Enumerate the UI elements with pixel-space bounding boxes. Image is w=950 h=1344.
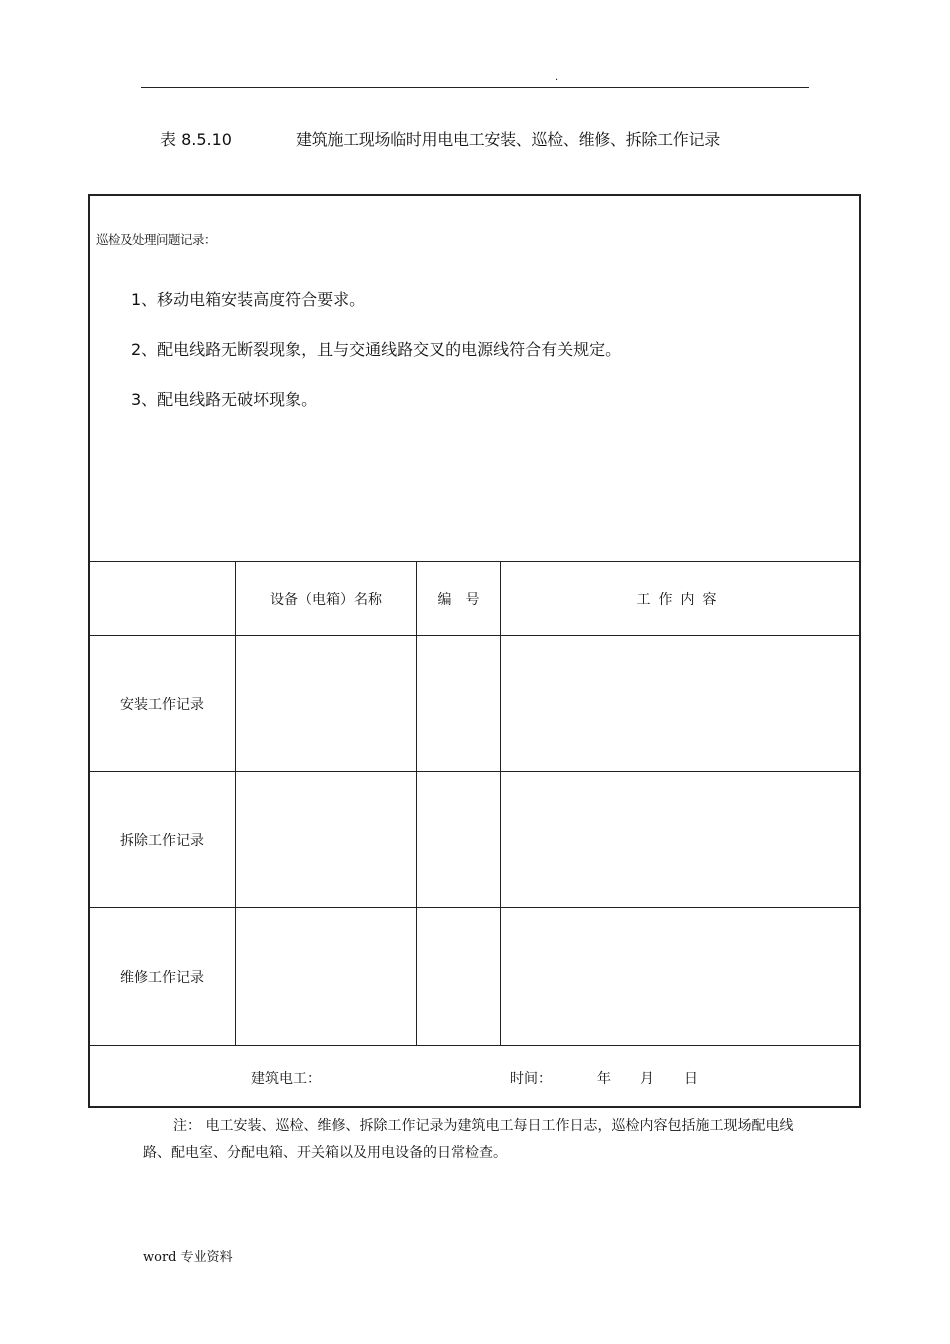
inspection-item-2: 2、配电线路无断裂现象，且与交通线路交叉的电源线符合有关规定。 <box>131 340 622 359</box>
inspection-item-1: 1、移动电箱安装高度符合要求。 <box>131 290 366 309</box>
header-dot: . <box>555 72 559 83</box>
row-label-repair: 维修工作记录 <box>120 969 204 986</box>
inspection-label: 巡检及处理问题记录： <box>96 232 217 247</box>
row-label-install: 安装工作记录 <box>120 696 204 713</box>
column-header-number: 编 号 <box>437 591 480 608</box>
page-title: 建筑施工现场临时用电电工安装、巡检、维修、拆除工作记录 <box>296 130 720 149</box>
row-label-removal: 拆除工作记录 <box>120 832 204 849</box>
note-line-1: 注： 电工安装、巡检、维修、拆除工作记录为建筑电工每日工作日志，巡检内容包括施工现场配电线 <box>173 1118 794 1134</box>
note-line-2: 路、配电室、分配电箱、开关箱以及用电设备的日常检查。 <box>143 1145 507 1161</box>
grid-line <box>89 1045 860 1046</box>
year-label: 年 <box>597 1071 611 1087</box>
header-rule <box>141 87 809 88</box>
column-header-device-name: 设备（电箱）名称 <box>270 591 382 608</box>
electrician-label: 建筑电工： <box>251 1071 321 1087</box>
time-label: 时间： <box>510 1071 552 1087</box>
inspection-item-3: 3、配电线路无破坏现象。 <box>131 390 318 409</box>
month-label: 月 <box>640 1071 654 1087</box>
table-number: 表 8.5.10 <box>160 130 232 149</box>
column-header-work-content: 工作内容 <box>636 591 725 608</box>
footer-text: word 专业资料 <box>143 1250 233 1265</box>
day-label: 日 <box>684 1071 698 1087</box>
